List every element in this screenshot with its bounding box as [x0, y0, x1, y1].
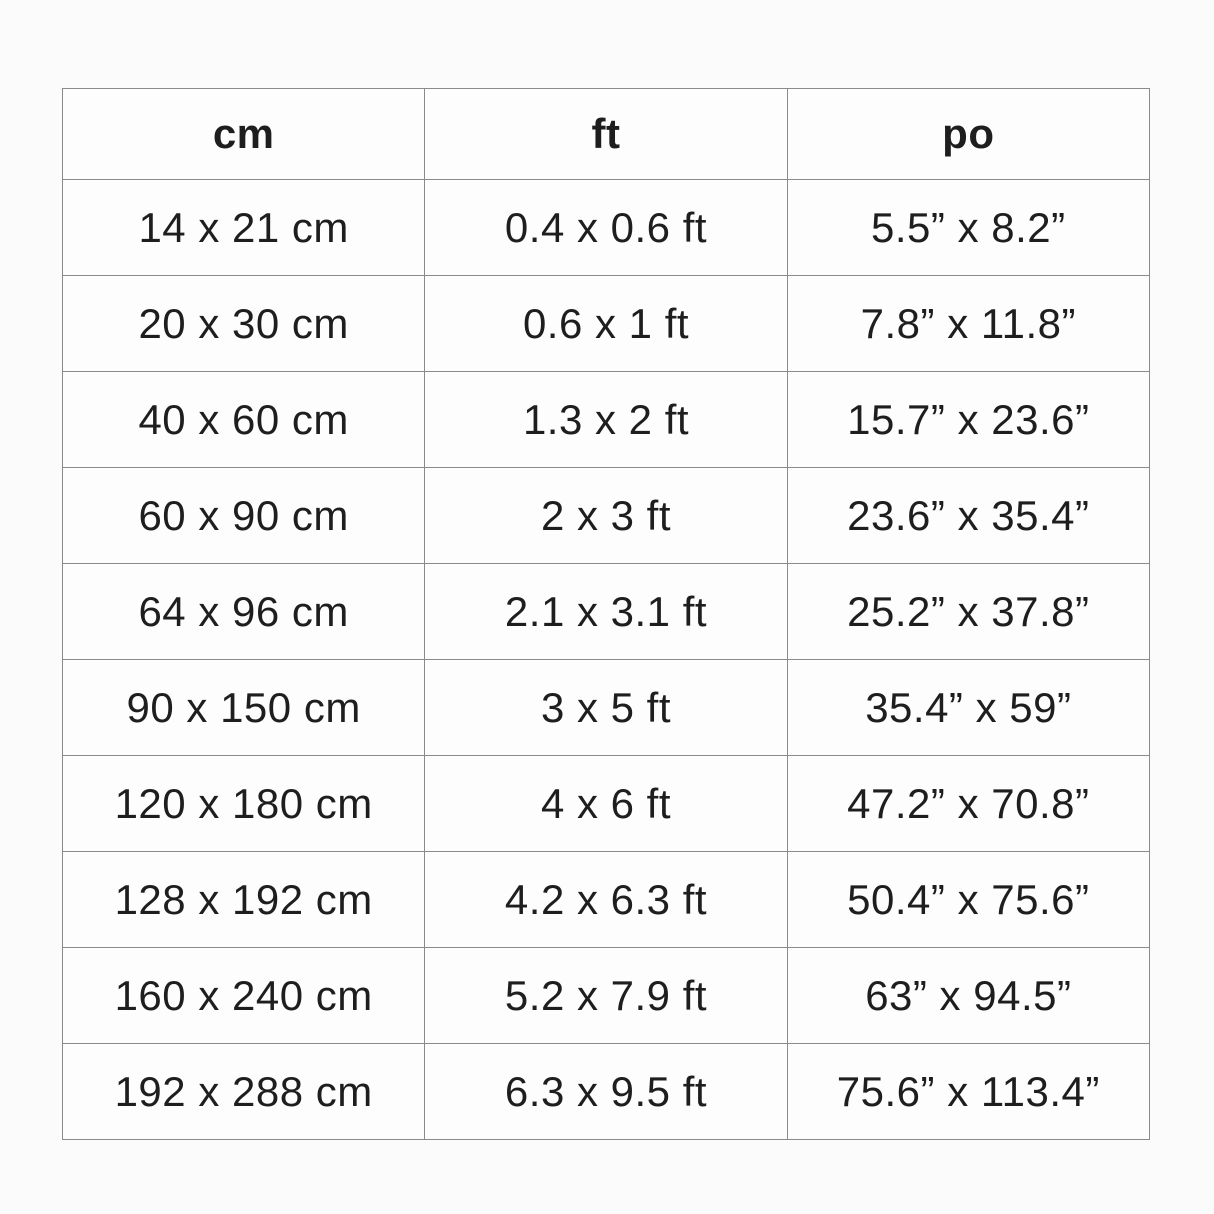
- cell-cm: 192 x 288 cm: [63, 1044, 425, 1140]
- table-row: [63, 756, 1150, 852]
- cell-ft: 2.1 x 3.1 ft: [425, 564, 787, 660]
- cell-cm: 20 x 30 cm: [63, 276, 425, 372]
- cell-ft: 2 x 3 ft: [425, 468, 787, 564]
- size-conversion-table: [62, 88, 1150, 1140]
- cell-cm: 14 x 21 cm: [63, 180, 425, 276]
- cell-cm: 90 x 150 cm: [63, 660, 425, 756]
- cell-cm: 160 x 240 cm: [63, 948, 425, 1044]
- table-row: [63, 1044, 1150, 1140]
- header-po: po: [787, 89, 1149, 180]
- cell-cm: 40 x 60 cm: [63, 372, 425, 468]
- table-row: [63, 468, 1150, 564]
- table-row: [63, 948, 1150, 1044]
- cell-po: 47.2” x 70.8”: [787, 756, 1149, 852]
- table-row: [63, 372, 1150, 468]
- cell-po: 50.4” x 75.6”: [787, 852, 1149, 948]
- cell-ft: 3 x 5 ft: [425, 660, 787, 756]
- cell-ft: 5.2 x 7.9 ft: [425, 948, 787, 1044]
- cell-ft: 1.3 x 2 ft: [425, 372, 787, 468]
- table-row: [63, 180, 1150, 276]
- header-row: [63, 89, 1150, 180]
- cell-cm: 60 x 90 cm: [63, 468, 425, 564]
- cell-cm: 120 x 180 cm: [63, 756, 425, 852]
- table-row: [63, 852, 1150, 948]
- cell-po: 23.6” x 35.4”: [787, 468, 1149, 564]
- cell-po: 5.5” x 8.2”: [787, 180, 1149, 276]
- table-row: [63, 660, 1150, 756]
- table-row: [63, 276, 1150, 372]
- cell-ft: 0.4 x 0.6 ft: [425, 180, 787, 276]
- cell-po: 25.2” x 37.8”: [787, 564, 1149, 660]
- header-ft: ft: [425, 89, 787, 180]
- cell-po: 15.7” x 23.6”: [787, 372, 1149, 468]
- cell-po: 7.8” x 11.8”: [787, 276, 1149, 372]
- cell-ft: 4.2 x 6.3 ft: [425, 852, 787, 948]
- cell-po: 63” x 94.5”: [787, 948, 1149, 1044]
- cell-cm: 64 x 96 cm: [63, 564, 425, 660]
- cell-ft: 0.6 x 1 ft: [425, 276, 787, 372]
- cell-ft: 6.3 x 9.5 ft: [425, 1044, 787, 1140]
- header-cm: cm: [63, 89, 425, 180]
- cell-ft: 4 x 6 ft: [425, 756, 787, 852]
- cell-cm: 128 x 192 cm: [63, 852, 425, 948]
- table-row: [63, 564, 1150, 660]
- cell-po: 35.4” x 59”: [787, 660, 1149, 756]
- cell-po: 75.6” x 113.4”: [787, 1044, 1149, 1140]
